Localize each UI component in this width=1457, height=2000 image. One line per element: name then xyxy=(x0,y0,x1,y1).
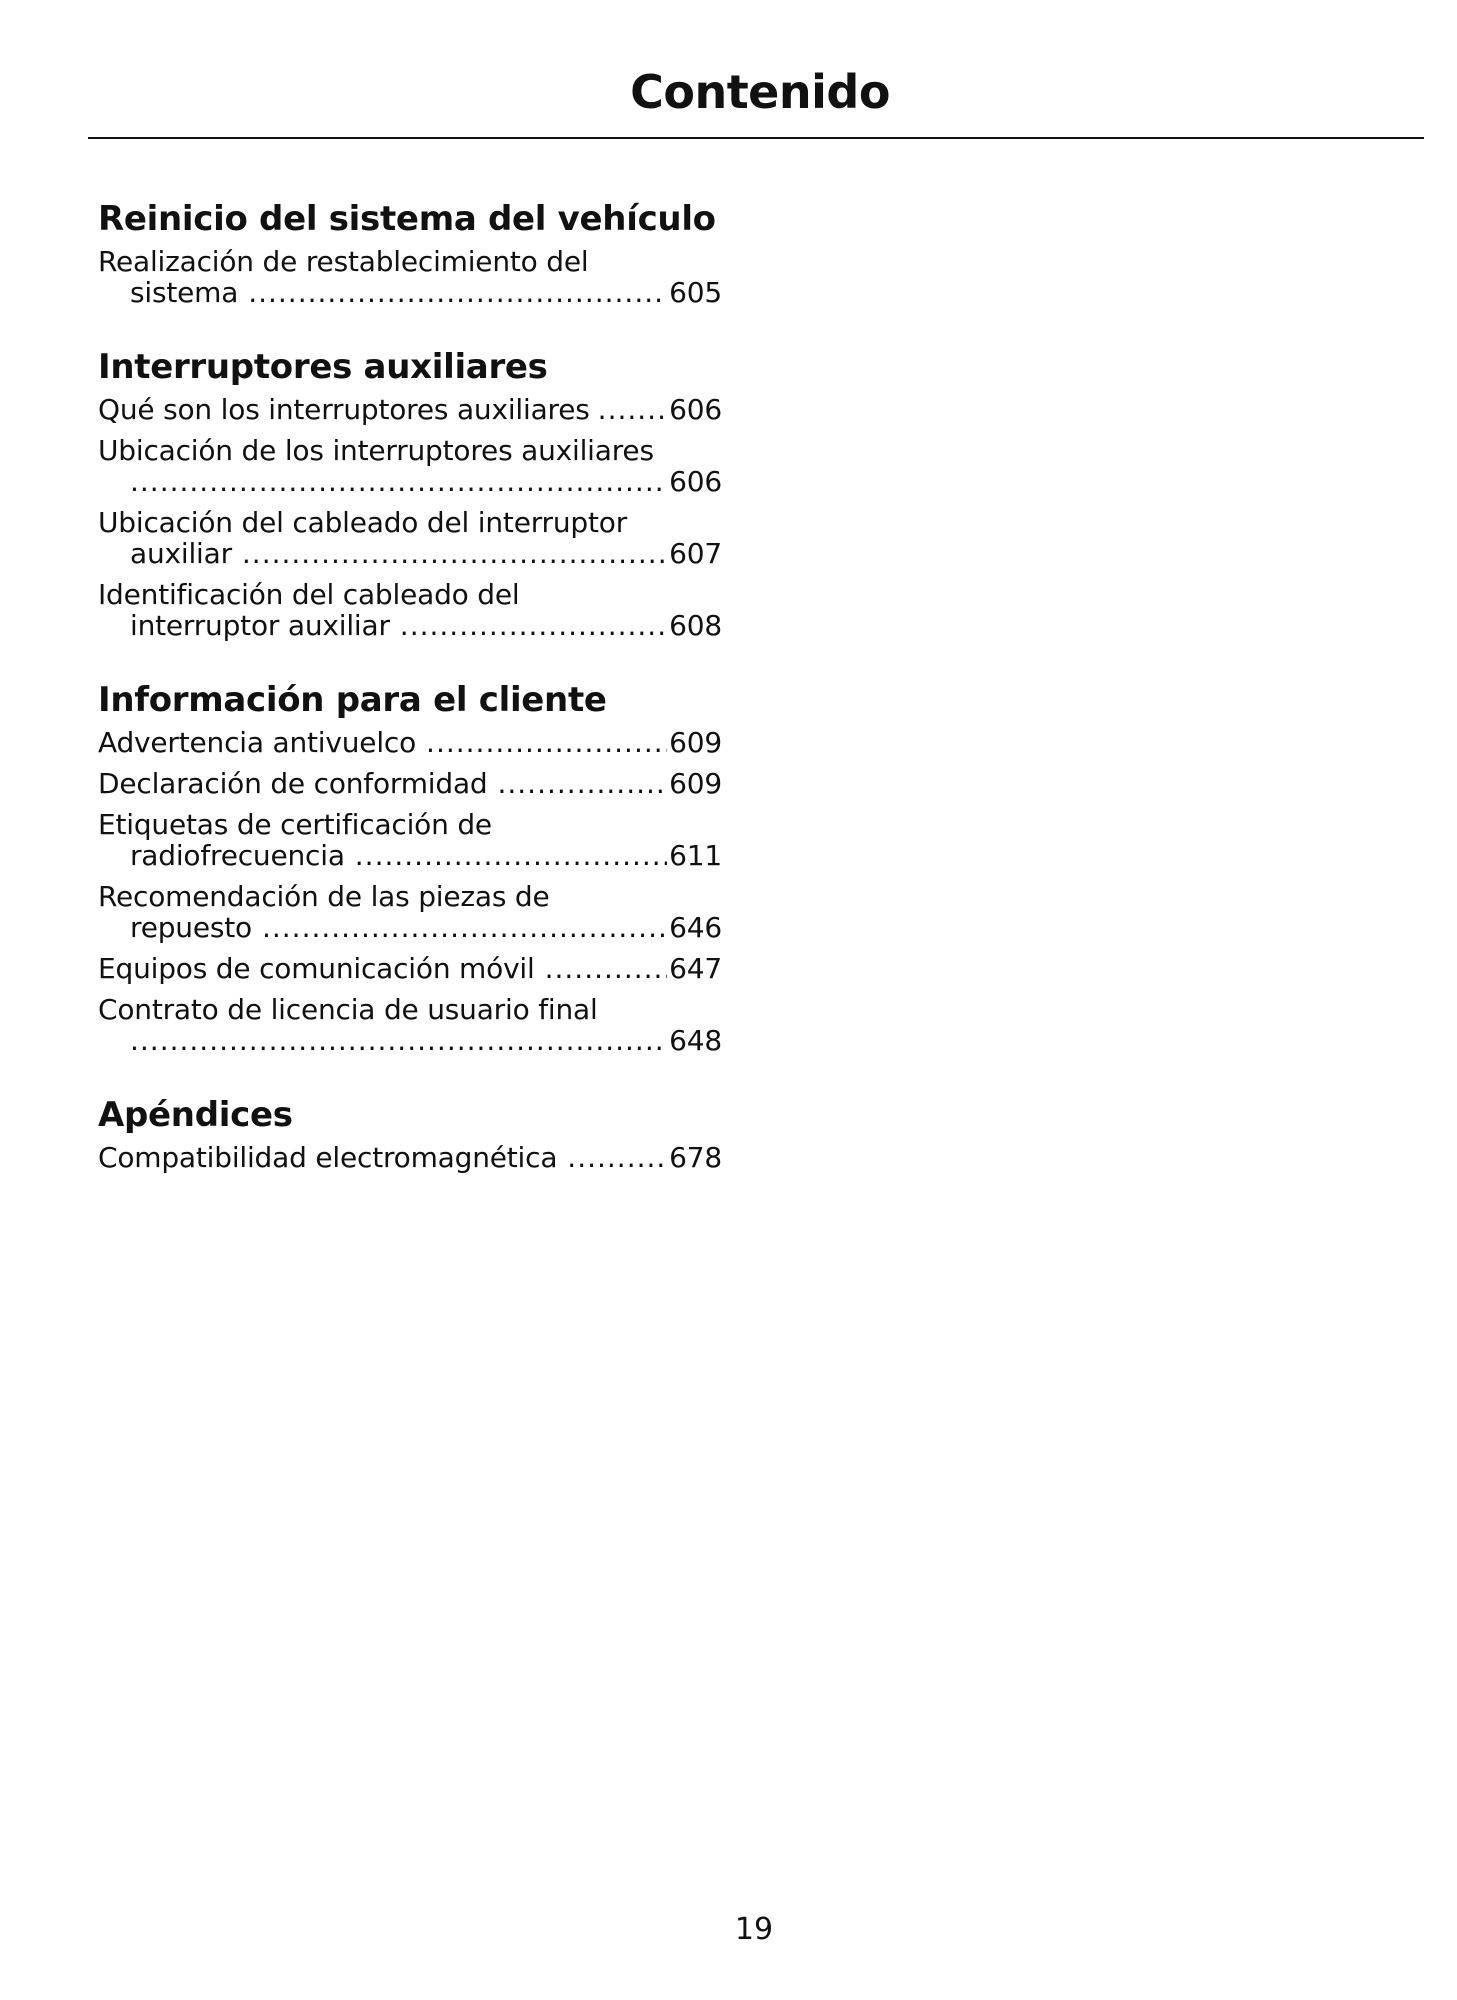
toc-entry-title: Compatibilidad electromagnética xyxy=(98,1141,558,1174)
toc-entry-title-cont: repuesto xyxy=(130,911,252,944)
dot-leader xyxy=(248,277,667,308)
section-heading: Reinicio del sistema del vehículo xyxy=(98,199,716,239)
toc-page-number: 609 xyxy=(669,767,722,800)
toc-entry-title: Etiquetas de certificación de xyxy=(98,808,492,841)
toc-page-number: 607 xyxy=(669,537,722,570)
toc-entry-title-cont: interruptor auxiliar xyxy=(130,609,390,642)
toc-section-informacion xyxy=(98,681,722,1056)
toc-page-number: 648 xyxy=(669,1024,722,1057)
toc-section-reinicio xyxy=(98,200,722,308)
toc-entry[interactable] xyxy=(98,394,722,425)
toc-page-number: 606 xyxy=(669,393,722,426)
toc-entry[interactable] xyxy=(98,507,722,569)
dot-leader xyxy=(242,538,667,569)
toc-entry-title: Declaración de conformidad xyxy=(98,767,488,800)
toc-entry[interactable] xyxy=(98,579,722,641)
toc-entry-title-cont: sistema xyxy=(130,276,239,309)
toc-entry-title: Identificación del cableado del xyxy=(98,578,520,611)
dot-leader xyxy=(598,394,667,425)
toc-entry[interactable] xyxy=(98,435,722,497)
toc-entry[interactable] xyxy=(98,768,722,799)
section-heading: Información para el cliente xyxy=(98,680,607,720)
toc-entry-title: Qué son los interruptores auxiliares xyxy=(98,393,590,426)
title-divider xyxy=(88,137,1424,139)
dot-leader xyxy=(545,953,668,984)
page-number: 19 xyxy=(734,1912,774,1947)
toc-entry-title: Ubicación del cableado del interruptor xyxy=(98,506,628,539)
toc-page-number: 608 xyxy=(669,609,722,642)
dot-leader xyxy=(426,727,667,758)
toc-page-number: 609 xyxy=(669,726,722,759)
dot-leader xyxy=(497,768,667,799)
dot-leader xyxy=(130,1025,667,1056)
toc-section-interruptores xyxy=(98,348,722,641)
toc-entry[interactable] xyxy=(98,809,722,871)
dot-leader xyxy=(130,466,667,497)
toc-page-number: 678 xyxy=(669,1141,722,1174)
toc-entry-title: Equipos de comunicación móvil xyxy=(98,952,535,985)
toc-page-number: 647 xyxy=(669,952,722,985)
toc-page-number: 605 xyxy=(669,276,722,309)
toc-page-number: 611 xyxy=(669,839,722,872)
toc-entry-title-cont: auxiliar xyxy=(130,537,232,570)
dot-leader xyxy=(262,912,667,943)
toc-entry[interactable] xyxy=(98,727,722,758)
dot-leader xyxy=(355,840,667,871)
toc-section-apendices xyxy=(98,1096,722,1173)
dot-leader xyxy=(567,1142,667,1173)
toc-entry[interactable] xyxy=(98,1142,722,1173)
toc-entry-title: Contrato de licencia de usuario final xyxy=(98,993,598,1026)
page-title: Contenido xyxy=(630,65,890,119)
toc-page-number: 646 xyxy=(669,911,722,944)
toc-entry[interactable] xyxy=(98,246,722,308)
toc-entry-title: Realización de restablecimiento del xyxy=(98,245,589,278)
toc-entry-title: Ubicación de los interruptores auxiliares xyxy=(98,434,654,467)
toc-entry[interactable] xyxy=(98,881,722,943)
section-heading: Interruptores auxiliares xyxy=(98,347,548,387)
toc-entry-title: Recomendación de las piezas de xyxy=(98,880,550,913)
toc-entry-title: Advertencia antivuelco xyxy=(98,726,417,759)
toc-entry[interactable] xyxy=(98,994,722,1056)
toc-entry[interactable] xyxy=(98,953,722,984)
section-heading: Apéndices xyxy=(98,1095,293,1135)
toc-page-number: 606 xyxy=(669,465,722,498)
dot-leader xyxy=(400,610,667,641)
table-of-contents xyxy=(98,200,722,1213)
toc-entry-title-cont: radiofrecuencia xyxy=(130,839,345,872)
